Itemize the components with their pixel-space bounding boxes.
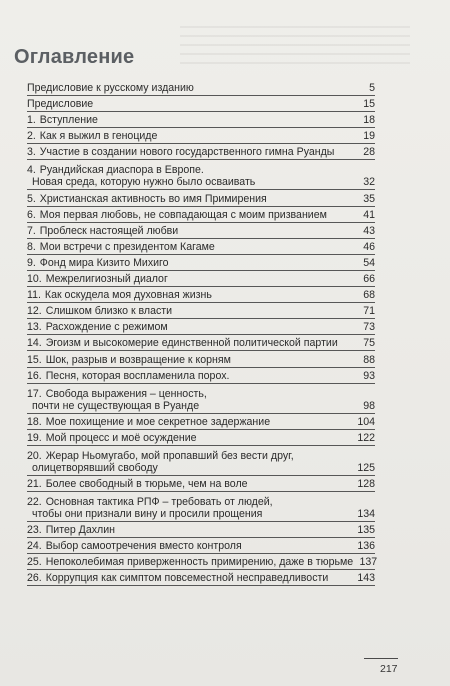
chapter-title: Христианская активность во имя Примирения <box>39 192 267 205</box>
toc-entry-title <box>27 337 351 349</box>
toc-entry-title <box>27 572 351 584</box>
toc-entry-title <box>27 114 351 126</box>
toc-page-number: 71 <box>363 305 375 318</box>
chapter-number: 15. <box>27 353 42 366</box>
chapter-title: Моя первая любовь, не совпадающая с моим призванием <box>39 208 327 221</box>
chapter-number: 24. <box>27 540 42 553</box>
toc-entry-title <box>27 241 351 253</box>
chapter-number: 23. <box>27 523 42 536</box>
chapter-title: Непоколебимая приверженность примирению, даже в тюрьме <box>45 556 354 569</box>
toc-page-number: 93 <box>363 369 375 382</box>
toc-entry-title <box>27 388 351 412</box>
chapter-title: Мои встречи с президентом Кагаме <box>39 240 215 253</box>
toc-entry-title <box>27 98 351 110</box>
toc-entry[interactable] <box>27 430 375 446</box>
chapter-title: Вступление <box>39 114 98 127</box>
footer-rule <box>364 658 398 659</box>
toc-entry-title <box>27 496 351 520</box>
chapter-title: Слишком близко к власти <box>45 305 173 318</box>
toc-entry[interactable] <box>27 144 375 160</box>
toc-page-number: 19 <box>363 130 375 143</box>
toc-page-number: 137 <box>359 556 378 569</box>
chapter-number: 26. <box>27 572 42 585</box>
toc-entry-title <box>27 257 351 269</box>
chapter-title: Предисловие к русскому изданию <box>27 82 194 95</box>
chapter-number: 1. <box>27 114 36 127</box>
toc-entry-title <box>27 193 351 205</box>
toc-entry-title <box>27 164 351 188</box>
toc-entry-title <box>27 416 351 428</box>
chapter-number: 8. <box>27 240 36 253</box>
chapter-number: 6. <box>27 208 36 221</box>
toc-entry[interactable] <box>27 190 375 206</box>
toc-entry-title <box>27 432 351 444</box>
toc-entry[interactable] <box>27 287 375 303</box>
toc-page-number: 5 <box>369 82 375 95</box>
toc-entry-title <box>27 556 353 568</box>
toc-entry-title <box>27 305 351 317</box>
toc-entry-title <box>27 540 351 552</box>
toc-entry-title <box>27 370 351 382</box>
toc-entry[interactable] <box>27 223 375 239</box>
toc-page-number: 136 <box>357 540 375 553</box>
toc-entry[interactable] <box>27 476 375 492</box>
page-number: 217 <box>380 663 398 675</box>
toc-entry[interactable] <box>27 207 375 223</box>
chapter-title-continued: олицетворявший свободу <box>32 461 158 474</box>
toc-entry[interactable] <box>27 446 375 476</box>
toc-entry-title <box>27 209 351 221</box>
chapter-title: Предисловие <box>27 98 94 111</box>
toc-entry[interactable] <box>27 255 375 271</box>
chapter-number: 21. <box>27 477 42 490</box>
chapter-number: 19. <box>27 431 42 444</box>
chapter-title: Свобода выражения – ценность, <box>45 387 207 400</box>
chapter-title: Питер Дахлин <box>45 523 115 536</box>
chapter-title: Основная тактика РПФ – требовать от людей, <box>45 495 273 508</box>
toc-page-number: 88 <box>363 353 375 366</box>
toc-entry-title <box>27 146 351 158</box>
toc-entry[interactable] <box>27 319 375 335</box>
toc-entry[interactable] <box>27 384 375 414</box>
chapter-title: Песня, которая воспламенила порох. <box>45 369 230 382</box>
toc-page-number: 104 <box>357 415 375 428</box>
chapter-number: 2. <box>27 130 36 143</box>
chapter-number: 18. <box>27 415 42 428</box>
toc-page-number: 54 <box>363 256 375 269</box>
toc-entry-title <box>27 289 351 301</box>
chapter-number: 4. <box>27 164 36 177</box>
chapter-title: Межрелигиозный диалог <box>45 273 168 286</box>
toc-page-number: 28 <box>363 146 375 159</box>
chapter-number: 7. <box>27 224 36 237</box>
toc-entry-title <box>27 130 351 142</box>
toc-entry[interactable] <box>27 128 375 144</box>
chapter-number: 12. <box>27 305 42 318</box>
chapter-title: Шок, разрыв и возвращение к корням <box>45 353 231 366</box>
toc-heading: Оглавление <box>14 46 135 68</box>
toc-entry-title <box>27 450 351 474</box>
toc-page-number: 66 <box>363 273 375 286</box>
chapter-title: Фонд мира Кизито Михиго <box>39 256 169 269</box>
toc-entry[interactable] <box>27 351 375 367</box>
toc-page-number: 128 <box>357 477 375 490</box>
chapter-title: Как оскудела моя духовная жизнь <box>44 289 212 302</box>
toc-entry-title <box>27 321 351 333</box>
chapter-number: 14. <box>27 337 42 350</box>
toc-page-number: 46 <box>363 240 375 253</box>
toc-page-number: 75 <box>363 337 375 350</box>
toc-entry-title <box>27 273 351 285</box>
chapter-number: 13. <box>27 321 42 334</box>
chapter-number: 11. <box>27 289 41 302</box>
chapter-title-continued: почти не существующая в Руанде <box>32 399 200 412</box>
chapter-title-continued: Новая среда, которую нужно было осваивать <box>32 176 256 189</box>
chapter-title: Эгоизм и высокомерие единственной политической партии <box>45 337 338 350</box>
toc-page-number: 18 <box>363 114 375 127</box>
chapter-title: Жерар Ньомугабо, мой пропавший без вести друг, <box>45 449 294 462</box>
table-of-contents <box>27 80 378 586</box>
toc-entry[interactable] <box>27 303 375 319</box>
chapter-title: Руандийская диаспора в Европе. <box>39 164 204 177</box>
toc-entry-title <box>27 354 351 366</box>
chapter-number: 16. <box>27 369 42 382</box>
toc-page-number: 43 <box>363 224 375 237</box>
toc-entry[interactable] <box>27 271 375 287</box>
chapter-title: Более свободный в тюрьме, чем на воле <box>45 477 248 490</box>
toc-entry-title <box>27 225 351 237</box>
toc-entry[interactable] <box>27 492 375 522</box>
toc-page-number: 122 <box>357 431 375 444</box>
chapter-title: Мой процесс и моё осуждение <box>45 431 197 444</box>
toc-entry[interactable] <box>27 239 375 255</box>
chapter-title: Коррупция как симптом повсеместной несправедливости <box>45 572 329 585</box>
toc-page-number: 73 <box>363 321 375 334</box>
show-through-text <box>180 26 410 66</box>
toc-entry[interactable] <box>27 160 375 190</box>
toc-entry[interactable] <box>27 335 375 351</box>
chapter-title-continued: чтобы они признали вину и просили прощения <box>32 507 263 520</box>
chapter-number: 17. <box>27 387 42 400</box>
chapter-title: Участие в создании нового государственного гимна Руанды <box>39 146 335 159</box>
chapter-title: Мое похищение и мое секретное задержание <box>45 415 271 428</box>
chapter-number: 20. <box>27 449 42 462</box>
toc-page-number: 32 <box>363 176 375 189</box>
chapter-number: 5. <box>27 192 36 205</box>
toc-page-number: 68 <box>363 289 375 302</box>
toc-page-number: 98 <box>363 399 375 412</box>
toc-page-number: 135 <box>357 523 375 536</box>
toc-entry[interactable] <box>27 80 375 96</box>
toc-page-number: 134 <box>357 507 375 520</box>
chapter-title: Расхождение с режимом <box>45 321 168 334</box>
toc-page-number: 41 <box>363 208 375 221</box>
chapter-number: 10. <box>27 273 42 286</box>
chapter-number: 9. <box>27 256 36 269</box>
toc-entry[interactable] <box>27 522 375 538</box>
toc-entry[interactable] <box>27 414 375 430</box>
chapter-number: 22. <box>27 495 42 508</box>
toc-entry[interactable] <box>27 570 375 586</box>
toc-entry[interactable] <box>27 554 378 570</box>
toc-entry[interactable] <box>27 96 375 112</box>
toc-entry-title <box>27 478 351 490</box>
chapter-title: Выбор самоотречения вместо контроля <box>45 540 242 553</box>
chapter-number: 25. <box>27 556 42 569</box>
toc-entry[interactable] <box>27 538 375 554</box>
toc-entry[interactable] <box>27 368 375 384</box>
toc-entry[interactable] <box>27 112 375 128</box>
toc-entry-title <box>27 524 351 536</box>
toc-page-number: 35 <box>363 192 375 205</box>
toc-page-number: 143 <box>357 572 375 585</box>
toc-page-number: 15 <box>363 98 375 111</box>
toc-entry-title <box>27 82 351 94</box>
chapter-title: Как я выжил в геноциде <box>39 130 158 143</box>
chapter-number: 3. <box>27 146 36 159</box>
chapter-title: Проблеск настоящей любви <box>39 224 179 237</box>
toc-page-number: 125 <box>357 461 375 474</box>
